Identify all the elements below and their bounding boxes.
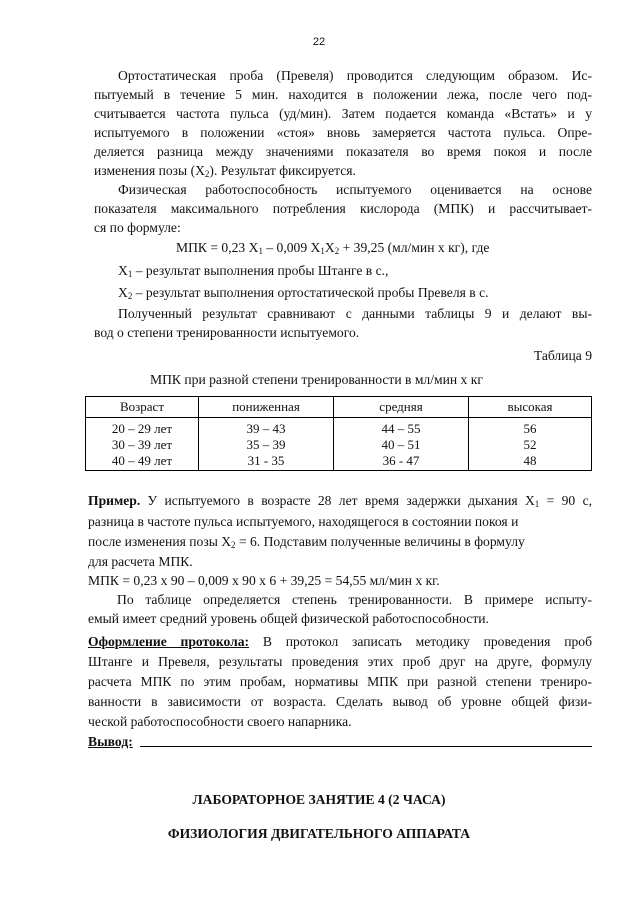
table-cell: 35 – 39: [246, 437, 286, 452]
medium-cell: [334, 418, 469, 471]
protocol-line-3: расчета МПК по этим пробам, нормативы МПК при разной степени трениро-: [88, 674, 592, 689]
example-line-7: емый имеет средний уровень общей физической работоспособности.: [88, 611, 489, 626]
para1-line-6: изменения позы $(Х_2)$. Результат фиксируется.: [94, 163, 356, 179]
table-cell: 20 – 29 лет: [111, 421, 173, 436]
table-cell: 40 – 51: [381, 437, 421, 452]
example-line-3: после изменения позы $Х_2 = 6$. Подставим полученные величины в формулу: [88, 534, 525, 550]
para2-line-2: показателя максимального потребления кислорода (МПК) и рассчитывает-: [94, 201, 592, 216]
col-header-age: Возраст: [86, 397, 199, 418]
table-cell: 39 – 43: [246, 421, 286, 436]
table-cell: 52: [523, 437, 537, 452]
col-header-medium: средняя: [334, 397, 469, 418]
x2-definition: $Х_2$ – результат выполнения ортостатической пробы Превеля в с.: [118, 285, 489, 301]
example-line-2: разница в частоте пульса испытуемого, находящегося в состоянии покоя и: [88, 514, 519, 529]
protocol-label: Оформление протокола:: [88, 634, 250, 649]
table-label: Таблица 9: [533, 348, 592, 363]
table-cell: 44 – 55: [381, 421, 421, 436]
protocol-line-5: ческой работоспособности своего напарника.: [88, 714, 352, 729]
x1-definition: $Х_1$ – результат выполнения пробы Штанге в с.,: [118, 263, 389, 279]
mpk-formula: МПК = 0,23 $Х_1 - 0,009$ $Х_1Х_2 + 39,25$ (мл/мин х кг), где: [176, 240, 490, 256]
para1-line-3: считывается частота пульса (уд/мин). Затем подается команда «Встать» и у: [94, 106, 592, 121]
para1-line-1: Ортостатическая проба (Превеля) проводится следующим образом. Ис-: [118, 68, 592, 83]
table-header-row: [86, 397, 592, 418]
table-cell: 40 – 49 лет: [111, 453, 173, 468]
example-line-4: для расчета МПК.: [88, 554, 193, 569]
low-cell: [199, 418, 334, 471]
table-cell: 48: [523, 453, 537, 468]
page-number: 22: [312, 36, 326, 48]
protocol-line-2: Штанге и Превеля, результаты проведения этих проб друг на друге, формулу: [88, 654, 592, 669]
para3-line-2: вод о степени тренированности испытуемого.: [94, 325, 360, 340]
para2-line-3: ся по формуле:: [94, 220, 181, 235]
table-row: [86, 418, 592, 471]
table-cell: 56: [523, 421, 537, 436]
lab-heading: ЛАБОРАТОРНОЕ ЗАНЯТИЕ 4 (2 ЧАСА): [192, 792, 446, 807]
lab-subheading: ФИЗИОЛОГИЯ ДВИГАТЕЛЬНОГО АППАРАТА: [167, 826, 471, 841]
example-line-5: МПК = 0,23 х 90 – 0,009 х 90 х 6 + 39,25 = 54,55 мл/мин х кг.: [88, 573, 440, 588]
para1-line-4: испытуемого в положении «стоя» вновь замеряется частота пульса. Опре-: [94, 125, 592, 140]
table-title: МПК при разной степени тренированности в мл/мин х кг: [150, 372, 483, 387]
table-cell: 31 - 35: [247, 453, 285, 468]
table-cell: 30 – 39 лет: [111, 437, 173, 452]
table-cell: 36 - 47: [382, 453, 420, 468]
para1-line-2: пытуемый в течение 5 мин. находится в положении лежа, после чего под-: [94, 87, 592, 102]
protocol-line-4: ванности в зависимости от возраста. Сделать вывод об уровне общей физи-: [88, 694, 592, 709]
example-line-6: По таблице определяется степень тренированности. В примере испыту-: [117, 592, 592, 607]
mpk-table: [85, 396, 592, 471]
para3-line-1: Полученный результат сравнивают с данными таблицы 9 и делают вы-: [118, 306, 592, 321]
para1-line-5: деляется разница между значениями показателя во время покоя и после: [94, 144, 592, 159]
col-header-low: пониженная: [199, 397, 334, 418]
conclusion-fill-line[interactable]: [140, 746, 592, 747]
example-line-1: Пример. У испытуемого в возрасте 28 лет время задержки дыхания $Х_1 = 90$ с,: [88, 493, 592, 509]
conclusion-label: Вывод:: [88, 734, 133, 749]
col-header-high: высокая: [469, 397, 592, 418]
high-cell: [469, 418, 592, 471]
para2-line-1: Физическая работоспособность испытуемого оценивается на основе: [118, 182, 592, 197]
protocol-line-1: Оформление протокола: В протокол записать методику проведения проб: [88, 634, 592, 649]
age-cell: [86, 418, 199, 471]
